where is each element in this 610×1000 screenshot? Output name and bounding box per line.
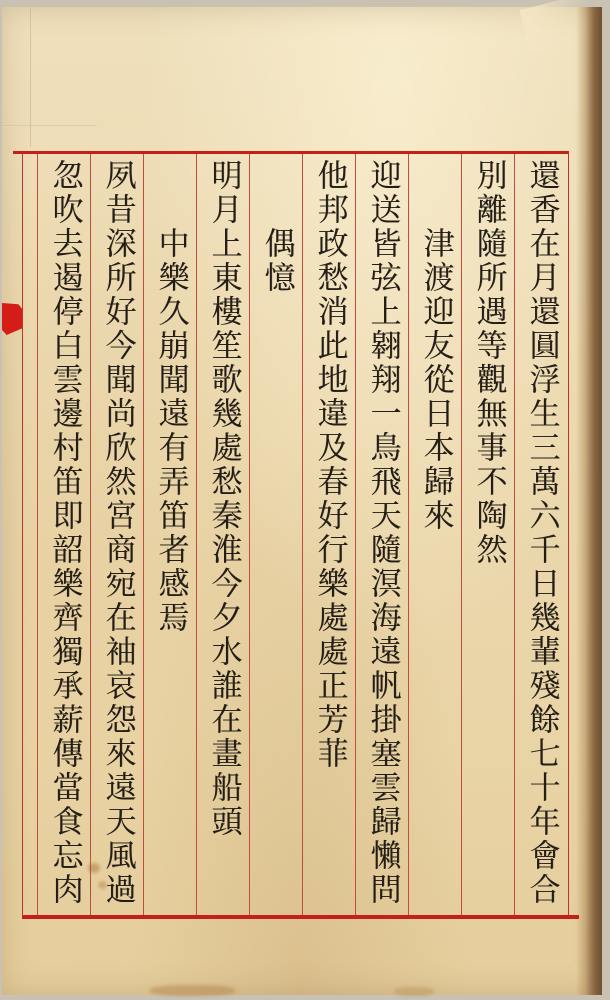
column-text: 他邦政愁消此地違及春好行樂處處正芳菲 xyxy=(311,159,348,771)
column-text: 偶憶 xyxy=(258,227,295,295)
text-column xyxy=(461,154,514,915)
text-column xyxy=(196,154,249,915)
column-text: 津渡迎友從日本歸來 xyxy=(417,227,454,533)
bottom-rule-extension xyxy=(568,915,579,919)
text-column xyxy=(37,154,90,915)
text-column xyxy=(249,154,302,915)
red-tab-marker xyxy=(2,303,23,335)
column-text: 迎送皆弦上翱翔一鳥飛天隨溟海遠帆掛塞雲歸懶問 xyxy=(364,159,401,907)
text-column xyxy=(90,154,143,915)
ruled-text-area xyxy=(22,151,569,919)
text-column xyxy=(355,154,408,915)
column-text: 還香在月還圓浮生三萬六千日幾輩殘餘七十年會合 xyxy=(523,159,560,907)
top-rule-extension xyxy=(13,151,23,154)
column-text: 明月上東樓笙歌幾處愁秦淮今夕水誰在畫船頭 xyxy=(205,159,242,839)
column-text: 夙昔深所好今聞尚欣然宮商宛在袖哀怨來遠天風過 xyxy=(99,159,136,907)
paper-crease-horizontal xyxy=(2,125,97,127)
manuscript-page xyxy=(2,7,602,995)
page-fold-edge xyxy=(576,7,602,995)
paper-stain xyxy=(394,987,434,996)
column-text: 中樂久崩聞遠有弄笛者感焉 xyxy=(152,227,189,635)
text-column xyxy=(302,154,355,915)
column-text: 忽吹去遏停白雲邊村笛即韶樂齊獨承薪傳當食忘肉 xyxy=(46,159,83,907)
text-column xyxy=(408,154,461,915)
text-column xyxy=(143,154,196,915)
column-text: 別離隨所遇等觀無事不陶然 xyxy=(470,159,507,567)
paper-stain xyxy=(150,985,235,996)
text-column xyxy=(514,154,567,915)
